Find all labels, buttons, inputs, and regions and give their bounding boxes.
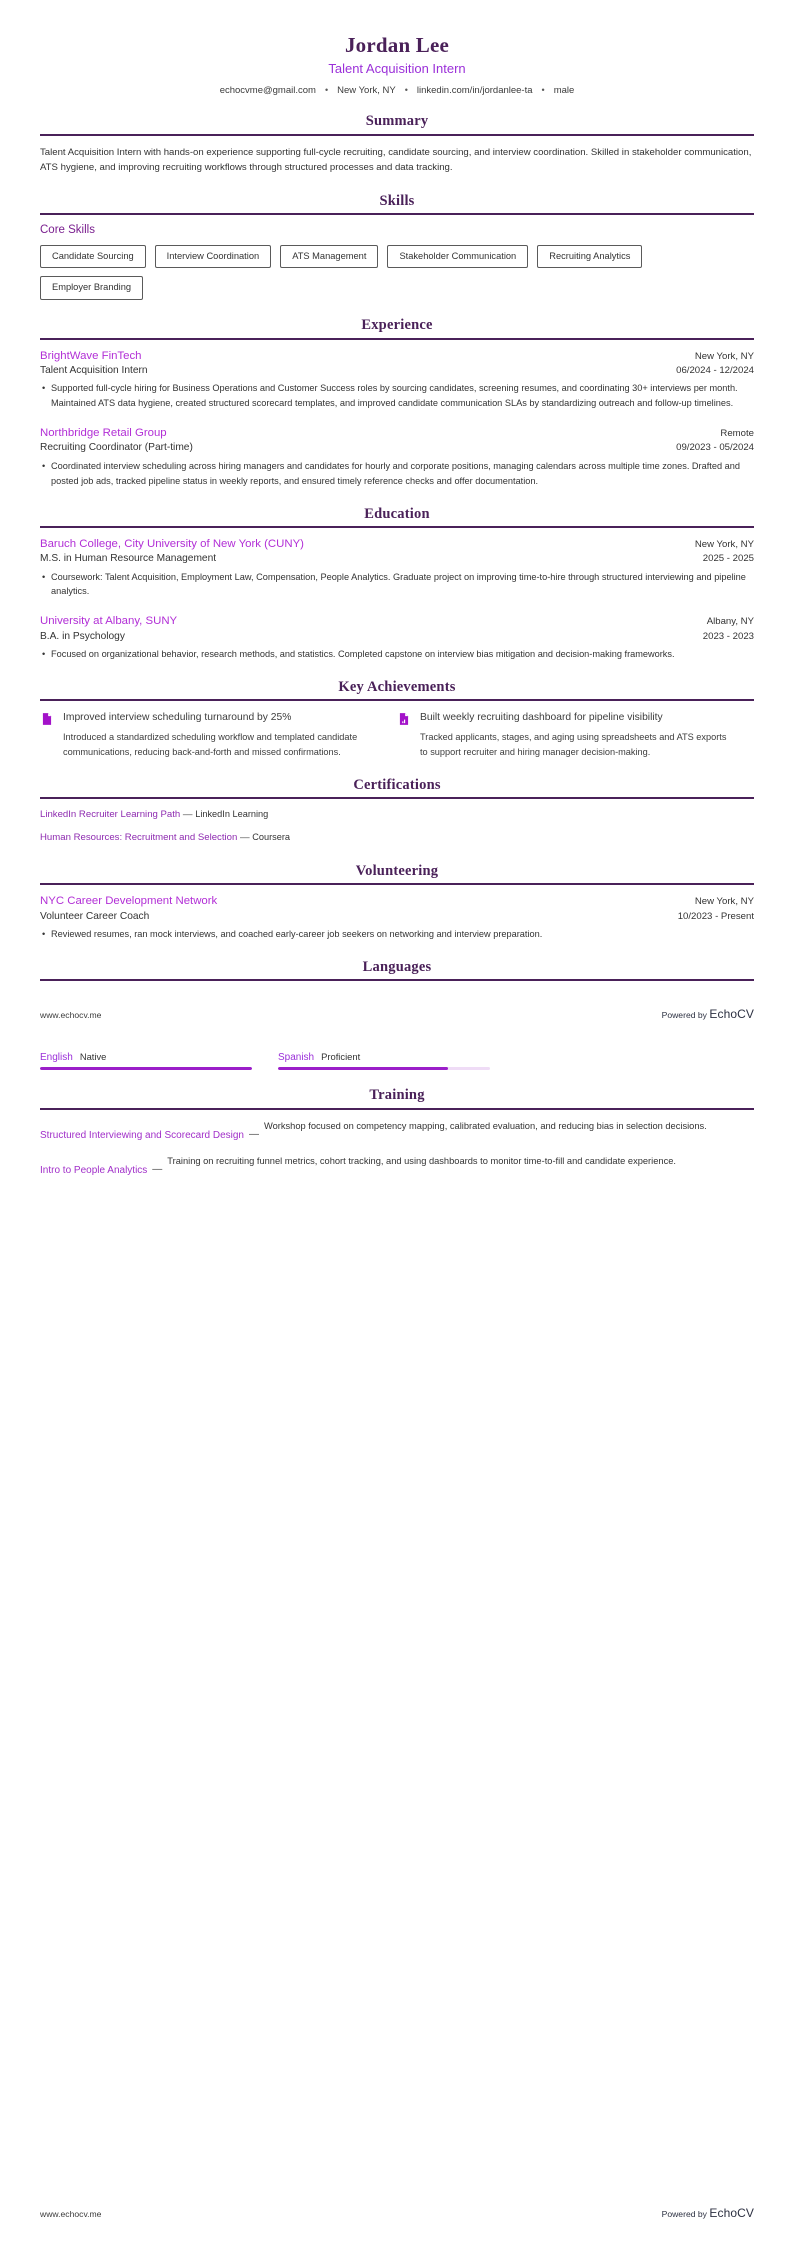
entry-subheader-row bbox=[40, 910, 754, 924]
contact-separator: • bbox=[541, 84, 545, 95]
section-title-languages: Languages bbox=[362, 958, 432, 975]
contact-item: New York, NY bbox=[337, 85, 396, 97]
certification-name: LinkedIn Recruiter Learning Path bbox=[40, 809, 181, 820]
contact-item: male bbox=[553, 85, 575, 97]
experience-list bbox=[40, 340, 754, 489]
volunteering-bullets bbox=[40, 927, 754, 942]
contact-separator: • bbox=[404, 84, 408, 95]
page-footer bbox=[40, 2206, 754, 2220]
education-bullets bbox=[40, 647, 754, 662]
language-list bbox=[40, 1051, 754, 1070]
achievement-item bbox=[397, 710, 754, 759]
section-title-training: Training bbox=[369, 1087, 425, 1104]
entry-subheader-row bbox=[40, 441, 754, 455]
achievement-body bbox=[420, 710, 732, 759]
education-organization: Baruch College, City University of New York (CUNY) bbox=[40, 537, 304, 550]
bullet-glyph: • bbox=[42, 571, 46, 582]
section-education bbox=[40, 506, 754, 662]
volunteering-location: New York, NY bbox=[694, 896, 754, 908]
entry-header-row bbox=[40, 894, 754, 909]
volunteering-title: Volunteer Career Coach bbox=[40, 910, 150, 922]
education-title: B.A. in Psychology bbox=[40, 630, 125, 642]
section-achievements bbox=[40, 679, 754, 760]
skill-chip[interactable]: ATS Management bbox=[280, 245, 378, 269]
experience-dates: 09/2023 - 05/2024 bbox=[676, 442, 754, 454]
entry-spacer bbox=[40, 417, 754, 426]
resume-header bbox=[40, 24, 754, 96]
contact-separator: • bbox=[324, 84, 329, 95]
education-bullet bbox=[40, 570, 754, 600]
page-title: Jordan Lee bbox=[344, 33, 450, 57]
entry-subheader-row bbox=[40, 364, 754, 378]
section-title-achievements: Key Achievements bbox=[338, 678, 456, 695]
education-location: New York, NY bbox=[694, 538, 754, 550]
bullet-text: Supported full-cycle hiring for Business Operations and Customer Success roles by sourcing candidates, screening resumes, and coordinating 30+ interviews per month. Maintained ATS data hygiene, created structured scorecard templates, and improved candidate communication SLAs by standardizing outreach and follow-up timelines. bbox=[51, 383, 738, 409]
footer-powered bbox=[662, 2206, 754, 2220]
experience-location: New York, NY bbox=[694, 350, 754, 362]
education-organization: University at Albany, SUNY bbox=[40, 615, 178, 628]
entry-subheader-row bbox=[40, 630, 754, 644]
document-chart-icon bbox=[397, 710, 411, 759]
section-title-skills: Skills bbox=[379, 192, 415, 209]
education-entry bbox=[40, 537, 754, 599]
education-dates: 2025 - 2025 bbox=[702, 553, 754, 565]
experience-bullet bbox=[40, 381, 754, 411]
certification-name: Human Resources: Recruitment and Selection bbox=[40, 832, 238, 844]
footer-brand: EchoCV bbox=[709, 2206, 754, 2220]
section-title-volunteering: Volunteering bbox=[355, 862, 439, 879]
volunteering-entry bbox=[40, 894, 754, 942]
footer-site: www.echocv.me bbox=[40, 1010, 102, 1021]
section-title-summary: Summary bbox=[365, 113, 429, 130]
experience-bullet bbox=[40, 459, 754, 489]
contact-item: echocvme@gmail.com bbox=[219, 85, 316, 97]
contact-item: linkedin.com/in/jordanlee-ta bbox=[416, 85, 533, 97]
language-progress-track bbox=[40, 1067, 252, 1070]
bullet-text: Focused on organizational behavior, research methods, and statistics. Completed capstone on interview bias mitigation and decision-making frameworks. bbox=[51, 649, 675, 660]
achievement-title: Improved interview scheduling turnaround by 25% bbox=[63, 712, 292, 724]
document-icon bbox=[40, 710, 54, 759]
experience-bullets bbox=[40, 459, 754, 489]
language-name: Spanish bbox=[277, 1052, 315, 1064]
training-item bbox=[40, 1154, 754, 1178]
skill-chip[interactable]: Employer Branding bbox=[40, 276, 143, 300]
language-progress-fill bbox=[278, 1067, 448, 1070]
entry-subheader-row bbox=[40, 552, 754, 566]
footer-brand: EchoCV bbox=[709, 1007, 754, 1022]
skill-group-title: Core Skills bbox=[40, 223, 95, 236]
section-certifications bbox=[40, 777, 754, 846]
certification-separator: — bbox=[180, 809, 196, 820]
experience-organization: Northbridge Retail Group bbox=[40, 427, 167, 440]
bullet-text: Coursework: Talent Acquisition, Employment Law, Compensation, People Analytics. Graduate project on improving time-to-hire through structured interviewing and pipeline analytics. bbox=[51, 571, 746, 597]
training-description: Training on recruiting funnel metrics, cohort tracking, and using dashboards to monitor time-to-fill and candidate experience. bbox=[167, 1155, 676, 1166]
summary-text: Talent Acquisition Intern with hands-on experience supporting full-cycle recruiting, candidate sourcing, and interview coordination. Skilled in stakeholder communication, ATS hygiene, and improving recruiting workflows through structured processes and data tracking. bbox=[40, 146, 752, 174]
bullet-text: Coordinated interview scheduling across hiring managers and candidates for hourly and corporate positions, managing calendars across multiple time zones. Drafted and posted job ads, tracked pipeline status in weekly reports, and ensured timely reference checks and offer documentation. bbox=[51, 460, 740, 486]
footer-powered bbox=[662, 1007, 754, 1021]
language-level: Native bbox=[79, 1051, 107, 1063]
certification-item bbox=[40, 831, 754, 845]
experience-entry bbox=[40, 349, 754, 411]
footer-powered-label: Powered by bbox=[661, 1010, 707, 1021]
education-dates: 2023 - 2023 bbox=[702, 630, 754, 642]
section-languages bbox=[40, 959, 754, 1070]
entry-header-row bbox=[40, 614, 754, 629]
skill-chip[interactable]: Stakeholder Communication bbox=[387, 245, 528, 269]
certification-list bbox=[40, 799, 754, 846]
language-name: English bbox=[40, 1052, 73, 1064]
training-separator: — bbox=[152, 1163, 163, 1175]
education-entry bbox=[40, 614, 754, 662]
volunteering-bullet bbox=[40, 927, 754, 942]
education-bullet bbox=[40, 647, 754, 662]
training-item bbox=[40, 1119, 754, 1143]
education-title: M.S. in Human Resource Management bbox=[40, 553, 217, 565]
entry-header-row bbox=[40, 426, 754, 441]
language-progress-fill bbox=[40, 1067, 252, 1070]
bullet-glyph: • bbox=[42, 460, 46, 471]
header-role: Talent Acquisition Intern bbox=[328, 61, 466, 77]
entry-spacer bbox=[40, 605, 754, 614]
experience-title: Recruiting Coordinator (Part-time) bbox=[40, 442, 193, 454]
volunteering-list bbox=[40, 885, 754, 942]
training-name: Structured Interviewing and Scorecard Design bbox=[40, 1129, 244, 1141]
certification-separator: — bbox=[237, 832, 253, 844]
experience-location: Remote bbox=[720, 428, 754, 440]
certification-issuer: Coursera bbox=[252, 832, 291, 843]
experience-title: Talent Acquisition Intern bbox=[40, 364, 148, 376]
achievement-list bbox=[40, 710, 754, 759]
section-title-certifications: Certifications bbox=[353, 776, 441, 793]
skill-chip[interactable]: Interview Coordination bbox=[155, 245, 272, 269]
certification-item bbox=[40, 808, 754, 822]
section-skills bbox=[40, 193, 754, 301]
skill-chip[interactable]: Candidate Sourcing bbox=[40, 245, 146, 269]
training-separator: — bbox=[249, 1128, 259, 1140]
achievement-description: Tracked applicants, stages, and aging using spreadsheets and ATS exports to support recruiter and hiring manager decision-making. bbox=[420, 731, 727, 757]
section-divider bbox=[40, 979, 754, 981]
bullet-glyph: • bbox=[42, 383, 46, 394]
page-footer-break bbox=[40, 1007, 754, 1021]
section-summary bbox=[40, 113, 754, 175]
entry-header-row bbox=[40, 537, 754, 552]
volunteering-organization: NYC Career Development Network bbox=[40, 895, 218, 908]
language-header bbox=[278, 1051, 490, 1063]
language-header bbox=[40, 1051, 252, 1063]
training-name: Intro to People Analytics bbox=[40, 1164, 148, 1176]
bullet-glyph: • bbox=[42, 928, 46, 939]
language-level: Proficient bbox=[321, 1051, 361, 1063]
experience-bullets bbox=[40, 381, 754, 411]
volunteering-dates: 10/2023 - Present bbox=[677, 910, 754, 922]
language-item bbox=[40, 1051, 278, 1070]
entry-header-row bbox=[40, 349, 754, 364]
achievement-title: Built weekly recruiting dashboard for pipeline visibility bbox=[420, 712, 663, 724]
skill-chip-list bbox=[40, 245, 754, 300]
skill-chip[interactable]: Recruiting Analytics bbox=[537, 245, 642, 269]
footer-site: www.echocv.me bbox=[40, 2209, 102, 2219]
section-training bbox=[40, 1087, 754, 1177]
training-description: Workshop focused on competency mapping, calibrated evaluation, and reducing bias in selection decisions. bbox=[264, 1120, 707, 1131]
certification-issuer: LinkedIn Learning bbox=[195, 809, 269, 819]
section-experience bbox=[40, 317, 754, 488]
education-bullets bbox=[40, 570, 754, 600]
language-item bbox=[278, 1051, 516, 1070]
section-volunteering bbox=[40, 863, 754, 942]
achievement-item bbox=[40, 710, 397, 759]
contact-line bbox=[40, 85, 754, 96]
experience-dates: 06/2024 - 12/2024 bbox=[676, 364, 754, 376]
section-title-experience: Experience bbox=[361, 317, 433, 334]
footer-powered-label: Powered by bbox=[661, 2209, 707, 2219]
education-list bbox=[40, 528, 754, 662]
achievement-body bbox=[63, 710, 375, 759]
bullet-text: Reviewed resumes, ran mock interviews, and coached early-career job seekers on networking and interview preparation. bbox=[51, 928, 543, 939]
achievement-description: Introduced a standardized scheduling workflow and templated candidate communications, reducing back-and-forth and missed confirmations. bbox=[63, 731, 358, 757]
experience-organization: BrightWave FinTech bbox=[40, 349, 142, 362]
education-location: Albany, NY bbox=[706, 616, 754, 628]
experience-entry bbox=[40, 426, 754, 488]
language-progress-track bbox=[278, 1067, 490, 1070]
training-list bbox=[40, 1110, 754, 1178]
section-title-education: Education bbox=[364, 505, 430, 522]
bullet-glyph: • bbox=[42, 649, 46, 660]
